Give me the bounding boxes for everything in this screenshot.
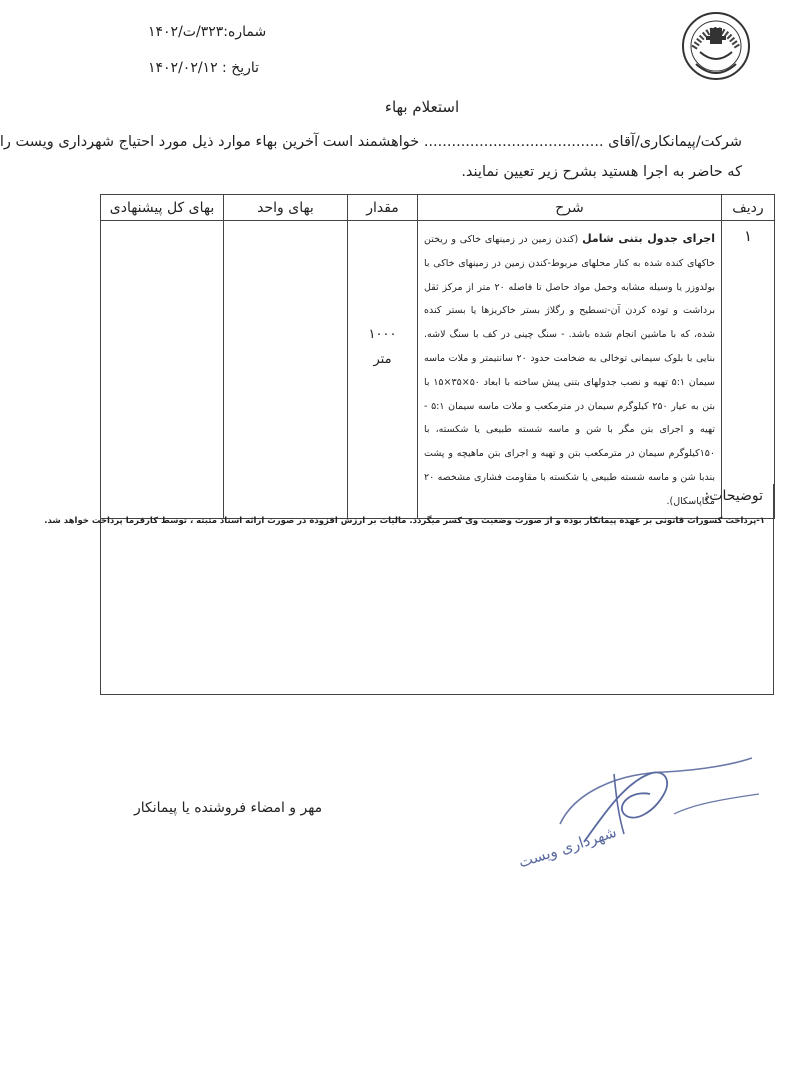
quantity-value: ۱۰۰۰ (368, 327, 397, 342)
quantity-unit: متر (373, 352, 392, 367)
description-cell (418, 221, 722, 519)
municipality-logo (680, 8, 752, 86)
description-heading: اجرای جدول بتنی شامل (582, 232, 715, 245)
row-number: ۱ (722, 221, 775, 519)
quantity-cell (348, 221, 418, 519)
intro-line-2: که حاضر به اجرا هستید بشرح زیر تعیین نمایند. (461, 164, 742, 180)
header-row-number: ردیف (722, 195, 775, 221)
notes-item: ۱-پرداخت کسورات قانونی بر عهده پیمانکار بوده و از صورت وضعیت وی کسر میگردد. مالیات بر ارزش افزوده در صورت ارائه اسناد مثبته ، توسط کارفرما پرداخت خواهد شد. (44, 516, 765, 526)
table-row (101, 221, 775, 519)
total-price-cell[interactable] (101, 221, 224, 519)
svg-text:شهرداری ویست: شهرداری ویست (516, 822, 619, 872)
seal-caption: مهر و امضاء فروشنده یا پیمانکار (134, 800, 323, 816)
signature-stamp (516, 754, 766, 872)
header-description: شرح (418, 195, 722, 221)
reference-number: شماره:۳۲۳/ت/۱۴۰۲ (148, 24, 267, 40)
price-inquiry-table (100, 194, 775, 519)
description-text (424, 227, 715, 514)
header-unit-price: بهای واحد (224, 195, 348, 221)
header-total-price: بهای کل پیشنهادی (101, 195, 224, 221)
header-quantity: مقدار (348, 195, 418, 221)
document-title: استعلام بهاء (384, 98, 460, 116)
notes-box (44, 484, 774, 695)
reference-date: تاریخ : ۱۴۰۲/۰۲/۱۲ (148, 60, 260, 76)
description-body: (کندن زمین در زمینهای خاکی و ریختن خاکهای کنده شده به کنار محلهای مربوط-کندن زمین در زمینهای خاکی با بولدوزر یا وسیله مشابه وحمل مواد حاصل تا فاصله ۲۰ متر از مرکز ثقل برداشت و توده کردن آن-تسطیح و رگلاژ بستر خاکریزها یا بستر کنده شده، که با ماشین انجام شده باشد. - سنگ چینی در کف با سنگ لاشه. بنایی با بلوک سیمانی توخالی به ضخامت حدود ۲۰ سانتیمتر و ملات ماسه سیمان ۵:۱ تهیه و نصب جدولهای بتنی پیش ساخته با ابعاد ۵۰×۳۵×۱۵ با بتن به عیار ۲۵۰ کیلوگرم سیمان در مترمکعب و ملات ماسه سیمان ۵:۱ - تهیه و اجرای بتن مگر با شن و ماسه شسته طبیعی یا شکسته، با ۱۵۰کیلوگرم سیمان در مترمکعب بتن و تهیه و اجرای بتن ماهیچه و پشت بندبا شن و ماسه شسته طبیعی یا شکسته با مقاومت فشاری مشخصه ۲۰ مگاپاسکال). (424, 234, 716, 507)
intro-line-1: شرکت/پیمانکاری/آقای ....................................... خواهشمند است آخرین بهاء موارد ذیل مورد احتیاج شهرداری ویست را (0, 134, 742, 150)
notes-title: توضیحات: (704, 488, 763, 504)
unit-price-cell[interactable] (224, 221, 348, 519)
table-header-row (101, 195, 775, 221)
